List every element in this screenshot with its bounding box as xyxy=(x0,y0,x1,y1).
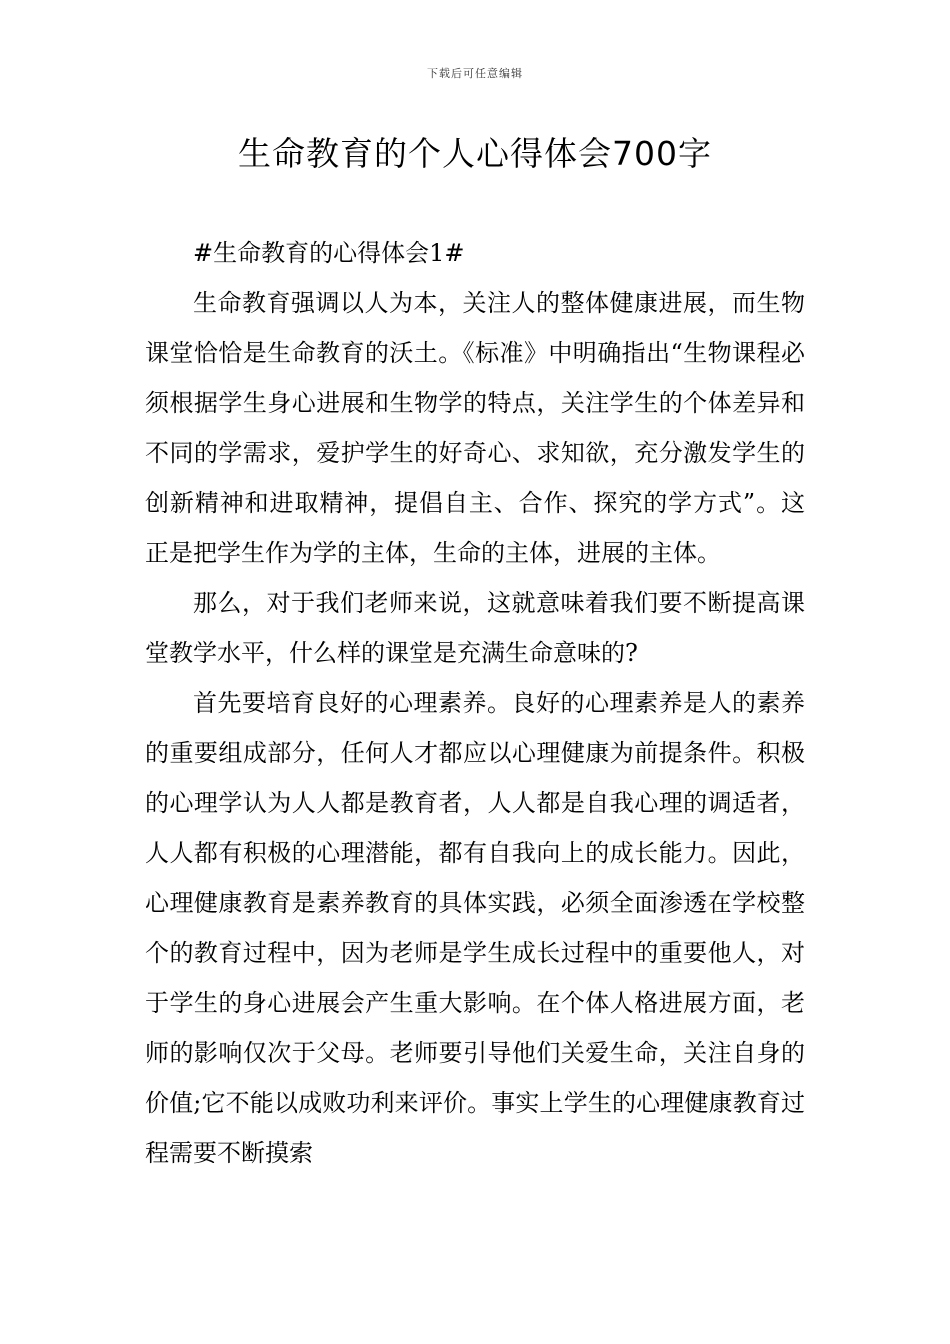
paragraph-1: 生命教育强调以人为本，关注人的整体健康进展，而生物课堂恰恰是生命教育的沃土。《标准》中明确指出“生物课程必须根据学生身心进展和生物学的特点，关注学生的个体差异和不同的学需求，爱护学生的好奇心、求知欲，充分激发学生的创新精神和进取精神，提倡自主、合作、探究的学方式”。这正是把学生作为学的主体，生命的主体，进展的主体。 xyxy=(145,289,805,567)
document-title: 生命教育的个人心得体会700字 xyxy=(238,134,712,173)
paragraph-2: 那么，对于我们老师来说，这就意味着我们要不断提高课堂教学水平，什么样的课堂是充满生命意味的? xyxy=(145,589,805,667)
document-body xyxy=(145,228,805,1178)
section-heading: #生命教育的心得体会1# xyxy=(193,239,465,267)
header-note: 下载后可任意编辑 xyxy=(427,67,523,80)
paragraph-3: 首先要培育良好的心理素养。良好的心理素养是人的素养的重要组成部分，任何人才都应以心理健康为前提条件。积极的心理学认为人人都是教育者，人人都是自我心理的调适者，人人都有积极的心理潜能，都有自我向上的成长能力。因此，心理健康教育是素养教育的具体实践，必须全面渗透在学校整个的教育过程中，因为老师是学生成长过程中的重要他人，对于学生的身心进展会产生重大影响。在个体人格进展方面，老师的影响仅次于父母。老师要引导他们关爱生命，关注自身的价值;它不能以成败功利来评价。事实上学生的心理健康教育过程需要不断摸索 xyxy=(145,689,805,1167)
